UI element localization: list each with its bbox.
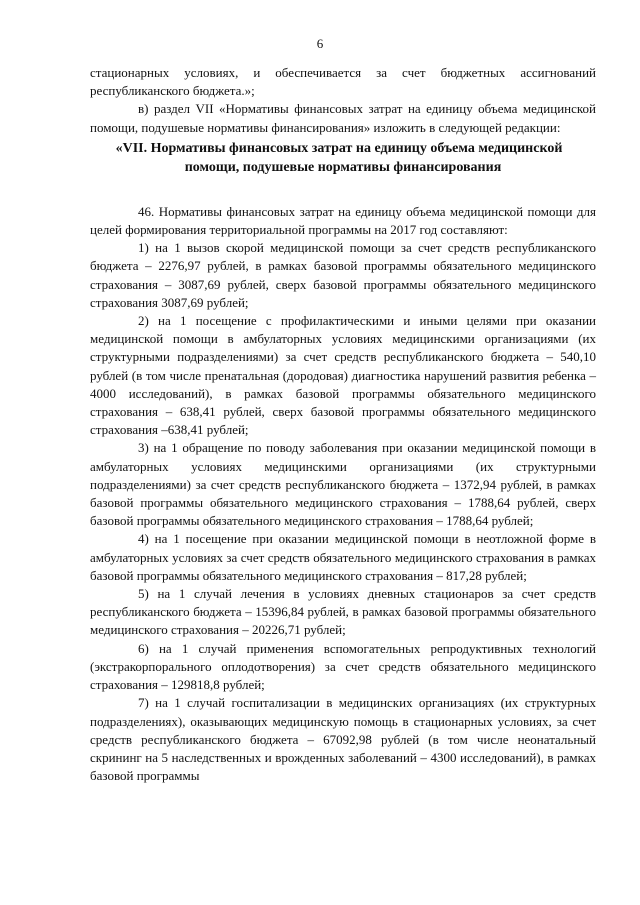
section-heading-line: помощи, подушевые нормативы финансирования	[184, 159, 502, 175]
list-item: 3) на 1 обращение по поводу заболевания при оказании медицинской помощи в амбулаторных условиях медицинскими организациями (их структурными подразделениями) за счет средств республиканского бюджета – 1372,94 рублей, в рамках базовой программы обязательного медицинского страхования – 1788,64 рублей, сверх базовой программы обязательного медицинского страхования – 1788,64 рублей;	[90, 440, 596, 529]
paragraph: в) раздел VII «Нормативы финансовых затрат на единицу объема медицинской помощи, подушевые нормативы финансирования» изложить в следующей редакции:	[90, 101, 596, 135]
section-heading-line: «VII. Нормативы финансовых затрат на единицу объема медицинской	[115, 140, 563, 156]
list-item: 1) на 1 вызов скорой медицинской помощи за счет средств республиканского бюджета – 2276,97 рублей, в рамках базовой программы обязательного медицинского страхования – 3087,69 рублей, сверх базовой программы обязательного медицинского страхования 3087,69 рублей;	[90, 240, 596, 310]
list-item: 4) на 1 посещение при оказании медицинской помощи в неотложной форме в амбулаторных условиях за счет средств обязательного медицинского страхования в рамках базовой программы обязательного медицинского страхования – 817,28 рублей;	[90, 531, 596, 583]
list-item: 6) на 1 случай применения вспомогательных репродуктивных технологий (экстракорпорального оплодотворения) за счет средств обязательного медицинского страхования – 129818,8 рублей;	[90, 640, 596, 693]
list-item: 46. Нормативы финансовых затрат на единицу объема медицинской помощи для целей формирования территориальной программы на 2017 год составляют:	[90, 203, 596, 238]
page-number: 6	[316, 36, 324, 51]
list-item: 2) на 1 посещение с профилактическими и иными целями при оказании медицинской помощи в амбулаторных условиях медицинскими организациями (их структурными подразделениями) за счет средств республиканского бюджета – 540,10 рублей (в том числе пренатальная (дородовая) диагностика нарушений развития ребенка – 4000 исследований), в рамках базовой программы обязательного медицинского страхования – 638,41 рублей, сверх базовой программы обязательного медицинского страхования –638,41 рублей;	[90, 313, 596, 438]
paragraph: стационарных условиях, и обеспечивается за счет бюджетных ассигнований республиканского бюджета.»;	[90, 65, 596, 99]
list-item: 7) на 1 случай госпитализации в медицинских организациях (их структурных подразделениях), оказывающих медицинскую помощь в стационарных условиях, за счет средств республиканского бюджета – 67092,98 рублей (в том числе неонатальный скрининг на 5 наследственных и врожденных заболеваний – 4300 исследований), в рамках базовой программы	[90, 695, 596, 784]
section-heading	[90, 139, 596, 177]
document-body	[90, 64, 596, 785]
list-item: 5) на 1 случай лечения в условиях дневных стационаров за счет средств республиканского бюджета – 15396,84 рублей, в рамках базовой программы обязательного медицинского страхования – 20226,71 рублей;	[90, 586, 596, 638]
